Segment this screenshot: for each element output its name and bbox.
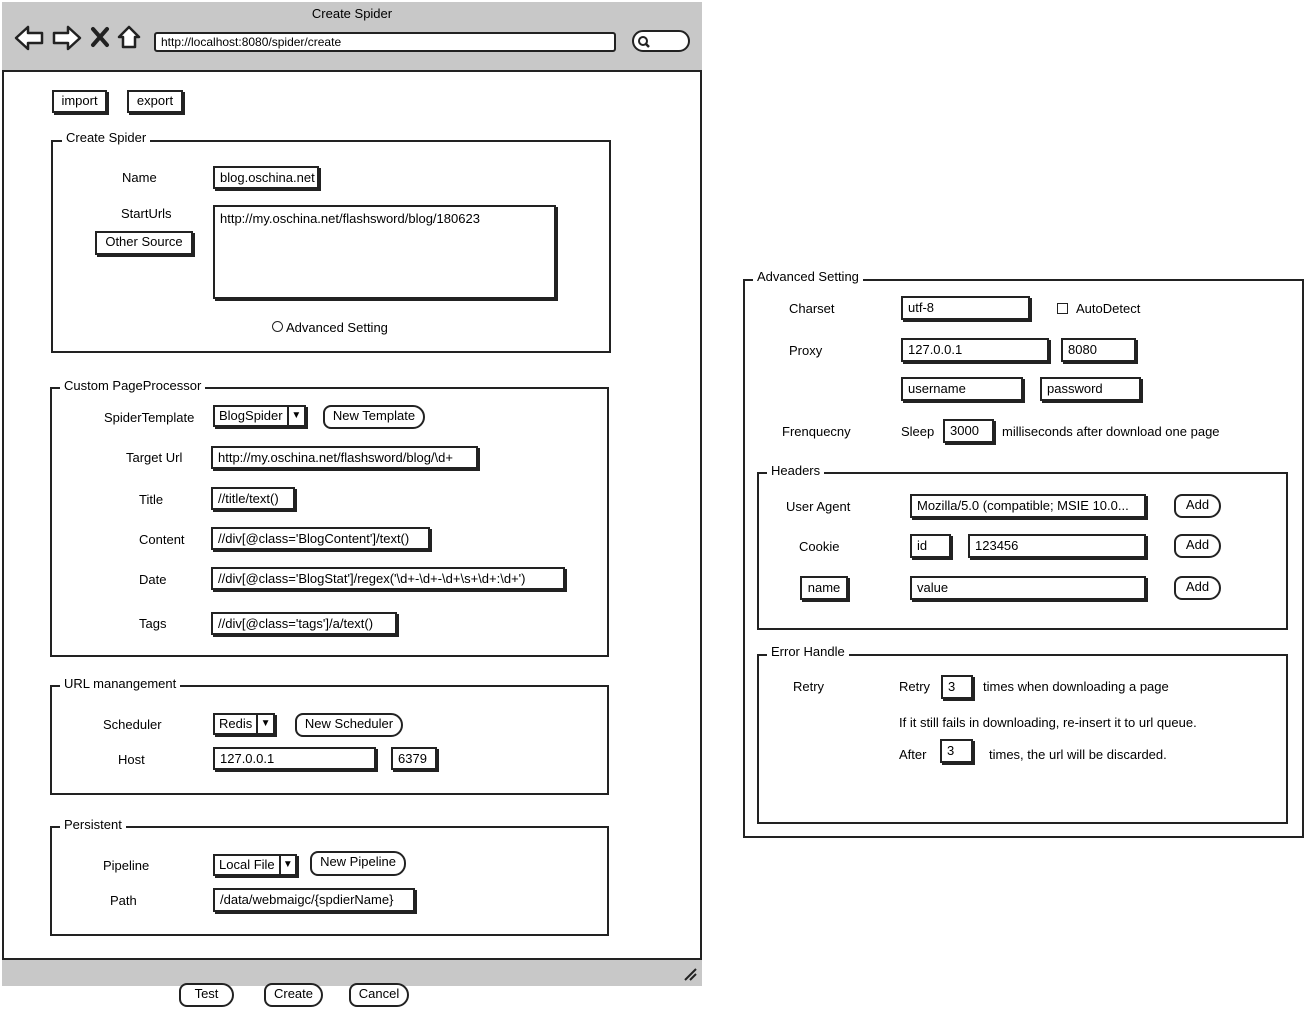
path-input[interactable]: /data/webmaigc/{spdierName} xyxy=(213,888,415,912)
create-spider-legend: Create Spider xyxy=(62,130,150,145)
scheduler-label: Scheduler xyxy=(103,717,162,732)
cookie-key-input[interactable]: id xyxy=(910,534,951,558)
cancel-button[interactable]: Cancel xyxy=(349,983,409,1007)
window-title: Create Spider xyxy=(311,6,393,21)
retry-suffix: times when downloading a page xyxy=(983,679,1169,694)
error-handle-legend: Error Handle xyxy=(767,644,849,659)
cookie-value-input[interactable]: 123456 xyxy=(968,534,1146,558)
new-pipeline-button[interactable]: New Pipeline xyxy=(310,851,406,876)
retry-prefix: Retry xyxy=(899,679,931,694)
chevron-down-icon: ▼ xyxy=(256,715,273,733)
back-arrow-icon[interactable] xyxy=(14,25,44,51)
proxy-host-input[interactable]: 127.0.0.1 xyxy=(901,338,1049,362)
chevron-down-icon: ▼ xyxy=(279,856,295,874)
add-header-button[interactable]: Add xyxy=(1174,576,1221,600)
after-suffix: times, the url will be discarded. xyxy=(989,747,1167,762)
retry-section-label: Retry xyxy=(793,679,825,694)
title-xpath-input[interactable]: //title/text() xyxy=(211,487,295,510)
target-url-input[interactable]: http://my.oschina.net/flashsword/blog/\d+ xyxy=(211,446,478,469)
proxy-password-input[interactable]: password xyxy=(1040,377,1141,401)
tags-xpath-input[interactable]: //div[@class='tags']/a/text() xyxy=(211,612,397,635)
url-management-legend: URL manangement xyxy=(60,676,180,691)
advanced-setting-radio[interactable] xyxy=(272,321,283,332)
proxy-label: Proxy xyxy=(789,343,823,358)
test-button[interactable]: Test xyxy=(179,983,234,1007)
home-icon[interactable] xyxy=(116,24,142,50)
starturls-label: StartUrls xyxy=(121,206,172,221)
retry-times-input[interactable]: 3 xyxy=(941,675,973,699)
tags-label: Tags xyxy=(139,616,167,631)
create-button[interactable]: Create xyxy=(264,983,323,1007)
other-source-button[interactable]: Other Source xyxy=(95,231,193,255)
close-icon[interactable] xyxy=(90,26,110,48)
charset-label: Charset xyxy=(789,301,835,316)
sleep-input[interactable]: 3000 xyxy=(943,419,994,443)
proxy-port-input[interactable]: 8080 xyxy=(1061,338,1136,362)
url-management-group xyxy=(50,685,609,795)
advanced-setting-label[interactable]: Advanced Setting xyxy=(286,320,388,335)
target-url-label: Target Url xyxy=(126,450,183,465)
host-input[interactable]: 127.0.0.1 xyxy=(213,747,376,770)
page-processor-legend: Custom PageProcessor xyxy=(60,378,205,393)
pipeline-label: Pipeline xyxy=(103,858,150,873)
headers-legend: Headers xyxy=(767,463,824,478)
frequency-label: Frenquecny xyxy=(782,424,851,439)
date-label: Date xyxy=(139,572,167,587)
persistent-legend: Persistent xyxy=(60,817,126,832)
search-icon[interactable] xyxy=(637,35,651,49)
host-label: Host xyxy=(118,752,145,767)
after-prefix: After xyxy=(899,747,927,762)
cookie-label: Cookie xyxy=(799,539,840,554)
new-scheduler-button[interactable]: New Scheduler xyxy=(295,713,403,737)
export-button[interactable]: export xyxy=(127,90,183,113)
pipeline-value: Local File xyxy=(219,857,275,872)
header-value-input[interactable]: value xyxy=(910,576,1146,600)
name-input[interactable]: blog.oschina.net xyxy=(213,166,319,189)
new-template-button[interactable]: New Template xyxy=(323,405,425,429)
content-label: Content xyxy=(139,532,185,547)
add-cookie-button[interactable]: Add xyxy=(1174,534,1221,558)
charset-input[interactable]: utf-8 xyxy=(901,296,1030,320)
content-xpath-input[interactable]: //div[@class='BlogContent']/text() xyxy=(211,527,430,550)
persistent-group xyxy=(50,826,609,936)
title-label: Title xyxy=(139,492,164,507)
user-agent-label: User Agent xyxy=(786,499,851,514)
reinsert-text: If it still fails in downloading, re-insert it to url queue. xyxy=(899,715,1197,730)
sleep-suffix: milliseconds after download one page xyxy=(1002,424,1220,439)
scheduler-value: Redis xyxy=(219,716,253,731)
path-label: Path xyxy=(110,893,137,908)
spider-template-select[interactable] xyxy=(213,405,306,427)
header-name-input[interactable]: name xyxy=(800,576,848,600)
discard-times-input[interactable]: 3 xyxy=(940,739,973,763)
pipeline-select[interactable] xyxy=(213,854,297,876)
port-input[interactable]: 6379 xyxy=(391,747,437,770)
proxy-username-input[interactable]: username xyxy=(901,377,1023,401)
autodetect-checkbox[interactable] xyxy=(1057,303,1068,314)
address-bar[interactable]: http://localhost:8080/spider/create xyxy=(154,32,616,52)
autodetect-label[interactable]: AutoDetect xyxy=(1076,301,1141,316)
sleep-label: Sleep xyxy=(901,424,935,439)
spider-template-label: SpiderTemplate xyxy=(104,410,195,425)
forward-arrow-icon[interactable] xyxy=(52,25,82,51)
add-user-agent-button[interactable]: Add xyxy=(1174,494,1221,518)
resize-grip-icon[interactable] xyxy=(682,966,698,982)
scheduler-select[interactable] xyxy=(213,713,275,735)
status-bar xyxy=(2,958,702,986)
spider-template-value: BlogSpider xyxy=(219,408,283,423)
starturls-textarea[interactable]: http://my.oschina.net/flashsword/blog/180623 xyxy=(213,205,556,299)
date-xpath-input[interactable]: //div[@class='BlogStat']/regex('\d+-\d+-\d+\s+\d+:\d+') xyxy=(211,567,565,590)
advanced-setting-legend: Advanced Setting xyxy=(753,269,863,284)
name-label: Name xyxy=(122,170,157,185)
user-agent-input[interactable]: Mozilla/5.0 (compatible; MSIE 10.0... xyxy=(910,494,1146,518)
import-button[interactable]: import xyxy=(52,90,107,113)
chevron-down-icon: ▼ xyxy=(287,407,304,425)
